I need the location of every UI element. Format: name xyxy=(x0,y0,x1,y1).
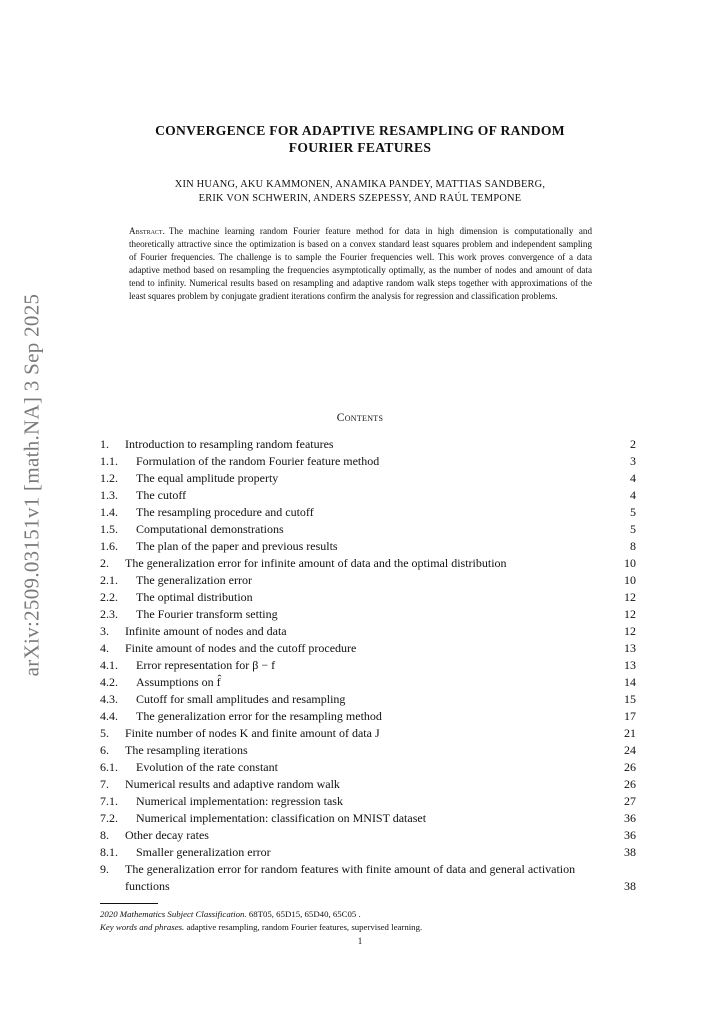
toc-entry-title: Assumptions on f̂ xyxy=(136,675,221,689)
toc-entry[interactable] xyxy=(100,776,636,793)
footnote-rule xyxy=(100,903,158,904)
toc-entry-title: The generalization error for the resampling method xyxy=(136,709,382,723)
toc-entry[interactable] xyxy=(100,742,636,759)
toc-entry[interactable] xyxy=(100,657,636,674)
toc-entry-page: 4 xyxy=(630,471,636,485)
contents-heading: Contents xyxy=(336,412,384,424)
toc-entry-title: The resampling procedure and cutoff xyxy=(136,505,314,519)
toc-entry-page: 14 xyxy=(624,675,636,689)
toc-entry-number: 2.3. xyxy=(100,607,118,621)
toc-entry-number: 1.4. xyxy=(100,505,118,519)
toc-entry-number: 2.2. xyxy=(100,590,118,604)
toc-entry-title: Finite number of nodes K and finite amount of data J xyxy=(125,726,380,740)
toc-entry-number: 1.2. xyxy=(100,471,118,485)
toc-entry-number: 5. xyxy=(100,726,109,740)
toc-entry-number: 2.1. xyxy=(100,573,118,587)
toc-entry-number: 1.5. xyxy=(100,522,118,536)
toc-entry[interactable] xyxy=(100,640,636,657)
toc-entry[interactable] xyxy=(100,538,636,555)
toc-entry[interactable] xyxy=(100,759,636,776)
toc-entry-page: 24 xyxy=(624,743,636,757)
toc-entry-title: Evolution of the rate constant xyxy=(136,760,278,774)
toc-entry[interactable] xyxy=(100,470,636,487)
toc-entry-title: The optimal distribution xyxy=(136,590,253,604)
abstract-text: The machine learning random Fourier feature method for data in high dimension is computationally and theoretically attractive since the optimization is based on a convex standard least squares problem and independent sampling of Fourier frequencies. The challenge is to sample the Fourier frequencies well. This work proves convergence of a data adaptive method based on resampling the frequencies asymptotically optimally, as the number of nodes and amount of data tend to infinity. Numerical results based on resampling and adaptive random walk steps together with approximations of the least squares problem by conjugate gradient iterations confirm the analysis for regression and classification problems. xyxy=(129,226,592,302)
toc-entry-page: 10 xyxy=(624,573,636,587)
toc-entry-page: 13 xyxy=(624,658,636,672)
toc-entry-number: 1.6. xyxy=(100,539,118,553)
toc-entry-number: 3. xyxy=(100,624,109,638)
author-list xyxy=(100,178,620,206)
toc-entry-title: Numerical implementation: regression task xyxy=(136,794,343,808)
toc-entry-page: 5 xyxy=(630,522,636,536)
keywords-footnote xyxy=(100,921,636,934)
toc-entry-title: Finite amount of nodes and the cutoff procedure xyxy=(125,641,357,655)
toc-entry-page: 8 xyxy=(630,539,636,553)
paper-title xyxy=(100,122,620,156)
toc-entry-number: 9. xyxy=(100,862,109,876)
toc-entry-number: 6. xyxy=(100,743,109,757)
toc-entry-page: 3 xyxy=(630,454,636,468)
toc-entry[interactable] xyxy=(100,793,636,810)
toc-entry-number: 8. xyxy=(100,828,109,842)
toc-entry-title: The resampling iterations xyxy=(125,743,248,757)
toc-entry-number: 4.2. xyxy=(100,675,118,689)
toc-entry-title: The generalization error xyxy=(136,573,252,587)
toc-entry[interactable] xyxy=(100,436,636,453)
toc-entry-title: Other decay rates xyxy=(125,828,209,842)
toc-entry-page: 27 xyxy=(624,794,636,808)
toc-entry-number: 7.1. xyxy=(100,794,118,808)
toc-entry-number: 6.1. xyxy=(100,760,118,774)
toc-entry[interactable] xyxy=(100,708,636,725)
toc-entry[interactable] xyxy=(100,606,636,623)
arxiv-stamp-text: arXiv:2509.03151v1 [math.NA] 3 Sep 2025 xyxy=(19,293,44,677)
keywords-text: adaptive resampling, random Fourier features, supervised learning. xyxy=(186,922,423,932)
toc-entry-title: Numerical implementation: classification on MNIST dataset xyxy=(136,811,427,825)
toc-entry-title: Introduction to resampling random features xyxy=(125,437,334,451)
toc-entry[interactable] xyxy=(100,572,636,589)
toc-entry[interactable] xyxy=(100,487,636,504)
arxiv-stamp xyxy=(17,290,47,680)
msc-label: 2020 Mathematics Subject Classification. xyxy=(100,909,247,919)
toc-entry-number: 4.1. xyxy=(100,658,118,672)
toc-entry-number: 2. xyxy=(100,556,109,570)
toc-entry[interactable] xyxy=(100,555,636,572)
toc-entry-page: 13 xyxy=(624,641,636,655)
toc-entry[interactable] xyxy=(100,844,636,861)
toc-entry-page: 2 xyxy=(630,437,636,451)
toc-entry-page: 12 xyxy=(624,624,636,638)
toc-entry[interactable] xyxy=(100,861,636,895)
toc-entry-title: Error representation for β − f xyxy=(136,658,276,672)
toc-entry-number: 1.3. xyxy=(100,488,118,502)
toc-entry[interactable] xyxy=(100,521,636,538)
toc-entry-number: 1.1. xyxy=(100,454,118,468)
toc-entry-number: 4.3. xyxy=(100,692,118,706)
toc-entry-page: 26 xyxy=(624,777,636,791)
toc-entry[interactable] xyxy=(100,691,636,708)
toc-entry-title: Numerical results and adaptive random walk xyxy=(125,777,340,791)
paper-title-line-1: CONVERGENCE FOR ADAPTIVE RESAMPLING OF RANDOM xyxy=(155,123,565,138)
toc-entry-number: 7. xyxy=(100,777,109,791)
toc-entry[interactable] xyxy=(100,589,636,606)
toc-entry-number: 7.2. xyxy=(100,811,118,825)
toc-entry-title: The plan of the paper and previous results xyxy=(136,539,338,553)
toc-entry-page: 15 xyxy=(624,692,636,706)
toc-entry[interactable] xyxy=(100,827,636,844)
toc-entry[interactable] xyxy=(100,725,636,742)
toc-entry-number: 1. xyxy=(100,437,109,451)
toc-entry-title: Formulation of the random Fourier feature method xyxy=(136,454,380,468)
toc-entry-title: The Fourier transform setting xyxy=(136,607,278,621)
toc-entry-title: Smaller generalization error xyxy=(136,845,271,859)
toc-entry-page: 17 xyxy=(624,709,636,723)
toc-entry[interactable] xyxy=(100,504,636,521)
page-number: 1 xyxy=(357,936,363,946)
author-line-1: XIN HUANG, AKU KAMMONEN, ANAMIKA PANDEY, MATTIAS SANDBERG, xyxy=(174,179,546,190)
toc-entry-number: 4.4. xyxy=(100,709,118,723)
toc-entry-page: 26 xyxy=(624,760,636,774)
toc-entry-page: 38 xyxy=(624,845,636,859)
toc-entry-title: The equal amplitude property xyxy=(136,471,279,485)
table-of-contents xyxy=(100,436,636,895)
toc-entry-page: 21 xyxy=(624,726,636,740)
footnote xyxy=(100,908,636,934)
toc-entry[interactable] xyxy=(100,674,636,691)
keywords-label: Key words and phrases. xyxy=(100,922,185,932)
abstract xyxy=(129,225,592,304)
toc-entry-title: The generalization error for infinite amount of data and the optimal distribution xyxy=(125,556,507,570)
toc-entry-title: The generalization error for random features with finite amount of data and general activation functions xyxy=(125,862,576,893)
toc-entry-title: Infinite amount of nodes and data xyxy=(125,624,287,638)
toc-entry[interactable] xyxy=(100,623,636,640)
abstract-label: Abstract. xyxy=(129,226,165,236)
msc-codes: 68T05, 65D15, 65D40, 65C05 . xyxy=(248,909,361,919)
toc-entry-page: 36 xyxy=(624,811,636,825)
toc-entry-title: Computational demonstrations xyxy=(136,522,284,536)
toc-entry-page: 12 xyxy=(624,590,636,604)
toc-entry-page: 10 xyxy=(624,556,636,570)
toc-entry[interactable] xyxy=(100,453,636,470)
toc-entry-page: 4 xyxy=(630,488,636,502)
toc-entry[interactable] xyxy=(100,810,636,827)
toc-entry-page: 38 xyxy=(624,879,636,893)
toc-entry-title: The cutoff xyxy=(136,488,187,502)
author-line-2: ERIK VON SCHWERIN, ANDERS SZEPESSY, AND RAÚL TEMPONE xyxy=(198,193,522,204)
toc-entry-page: 5 xyxy=(630,505,636,519)
toc-entry-page: 12 xyxy=(624,607,636,621)
paper-title-line-2: FOURIER FEATURES xyxy=(288,140,432,155)
toc-entry-title: Cutoff for small amplitudes and resampling xyxy=(136,692,346,706)
toc-entry-page: 36 xyxy=(624,828,636,842)
toc-entry-number: 4. xyxy=(100,641,109,655)
msc-footnote xyxy=(100,908,636,921)
toc-entry-number: 8.1. xyxy=(100,845,118,859)
